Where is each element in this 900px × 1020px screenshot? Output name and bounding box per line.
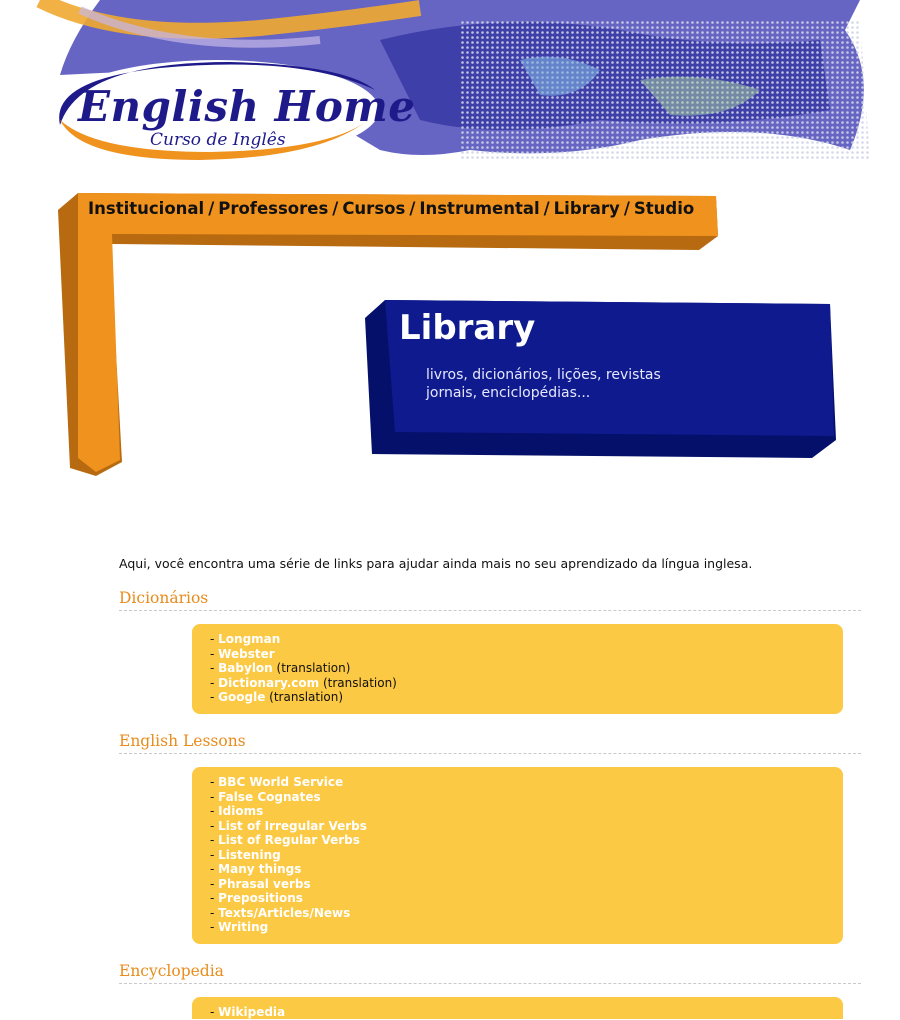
- link-phrasal-verbs[interactable]: Phrasal verbs: [218, 876, 311, 891]
- list-item: - Webster: [210, 646, 275, 661]
- nav-frame: [0, 0, 900, 480]
- intro-text: Aqui, você encontra uma série de links para ajudar ainda mais no seu aprendizado da língua inglesa.: [119, 556, 753, 571]
- link-irregular-verbs[interactable]: List of Irregular Verbs: [218, 818, 367, 833]
- list-item: - BBC World Service: [210, 775, 344, 789]
- link-prepositions[interactable]: Prepositions: [218, 891, 303, 905]
- main-nav: [88, 199, 694, 218]
- nav-separator: /: [332, 199, 339, 218]
- link-wikipedia[interactable]: Wikipedia: [218, 1005, 286, 1019]
- link-idioms[interactable]: Idioms: [218, 804, 264, 818]
- link-regular-verbs[interactable]: List of Regular Verbs: [218, 833, 360, 847]
- list-item: - List of Regular Verbs: [210, 833, 360, 847]
- link-longman[interactable]: Longman: [218, 632, 281, 646]
- section-title-encyclopedia: Encyclopedia: [119, 962, 861, 984]
- nav-studio[interactable]: Studio: [633, 199, 695, 218]
- link-webster[interactable]: Webster: [218, 646, 275, 661]
- link-false-cognates[interactable]: False Cognates: [218, 789, 321, 804]
- page-subtitle-line1: livros, dicionários, lições, revistas: [426, 367, 661, 383]
- page-subtitle: [426, 366, 746, 402]
- nav-institucional[interactable]: Institucional: [88, 199, 205, 218]
- section-title-dicionarios: Dicionários: [119, 589, 861, 611]
- nav-instrumental[interactable]: Instrumental: [419, 199, 540, 218]
- link-writing[interactable]: Writing: [218, 920, 269, 934]
- link-note: (translation): [269, 690, 344, 704]
- page-title: Library: [399, 308, 536, 348]
- list-item: - Idioms: [210, 804, 264, 818]
- link-many-things[interactable]: Many things: [218, 862, 302, 876]
- list-item: - Writing: [210, 920, 269, 934]
- section-title-english-lessons: English Lessons: [119, 732, 861, 754]
- nav-professores[interactable]: Professores: [218, 199, 329, 218]
- nav-separator: /: [543, 199, 550, 218]
- list-item: - Wikipedia: [210, 1005, 286, 1019]
- link-listening[interactable]: Listening: [218, 847, 281, 862]
- link-google[interactable]: Google: [218, 690, 266, 704]
- link-note: (translation): [276, 661, 351, 675]
- list-item: - Google (translation): [210, 690, 344, 704]
- link-babylon[interactable]: Babylon: [218, 661, 273, 675]
- links-box-dicionarios: [192, 624, 843, 714]
- nav-separator: /: [409, 199, 416, 218]
- logo-title[interactable]: English Home: [78, 82, 416, 131]
- page-subtitle-line2: jornais, enciclopédias...: [426, 385, 591, 401]
- nav-library[interactable]: Library: [553, 199, 620, 218]
- link-bbc-world-service[interactable]: BBC World Service: [218, 775, 344, 789]
- list-item: - Prepositions: [210, 891, 303, 905]
- list-item: - Many things: [210, 862, 302, 876]
- list-item: - Babylon (translation): [210, 661, 351, 675]
- link-dictionary-com[interactable]: Dictionary.com: [218, 675, 320, 690]
- logo-subtitle: Curso de Inglês: [150, 130, 286, 150]
- list-item: - Dictionary.com (translation): [210, 675, 397, 690]
- list-item: - Longman: [210, 632, 281, 646]
- nav-separator: /: [208, 199, 215, 218]
- links-box-english-lessons: [192, 767, 843, 944]
- link-texts-articles-news[interactable]: Texts/Articles/News: [218, 905, 351, 920]
- nav-separator: /: [623, 199, 630, 218]
- list-item: - Listening: [210, 847, 281, 862]
- nav-cursos[interactable]: Cursos: [342, 199, 406, 218]
- list-item: - Phrasal verbs: [210, 876, 311, 891]
- list-item: - List of Irregular Verbs: [210, 818, 367, 833]
- list-item: - Texts/Articles/News: [210, 905, 351, 920]
- links-box-encyclopedia: [192, 997, 843, 1019]
- list-item: - False Cognates: [210, 789, 321, 804]
- link-note: (translation): [322, 675, 397, 690]
